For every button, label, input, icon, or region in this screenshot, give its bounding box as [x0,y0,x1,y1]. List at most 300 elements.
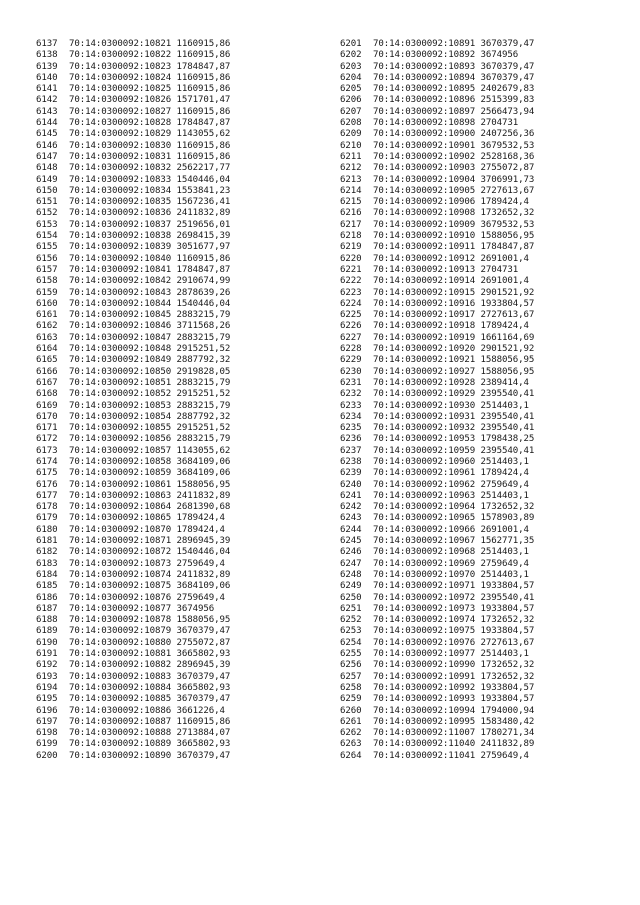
cadastral-number: 70:14:0300092:10878 [69,615,172,626]
row-number: 6208 [340,118,362,129]
table-row [36,152,230,163]
cadastral-number: 70:14:0300092:10865 [69,513,172,524]
cadastral-number: 70:14:0300092:10930 [373,400,476,411]
cadastral-number: 70:14:0300092:10891 [373,39,476,49]
table-row [340,208,534,219]
table-row [340,197,534,208]
cadastral-value: 1789424,4 [480,197,529,208]
cadastral-number: 70:14:0300092:10882 [69,660,172,671]
cadastral-number: 70:14:0300092:10833 [69,174,172,185]
cadastral-value: 2395540,41 [480,592,535,603]
row-number: 6197 [36,716,58,727]
cadastral-value: 2691001,4 [480,276,529,287]
row-number: 6211 [340,151,362,162]
table-row [340,163,534,174]
row-number: 6149 [36,174,58,185]
cadastral-number: 70:14:0300092:10839 [69,242,172,253]
cadastral-value: 2759649,4 [480,479,529,490]
table-row [340,728,534,739]
cadastral-number: 70:14:0300092:10829 [69,129,172,140]
cadastral-number: 70:14:0300092:10915 [373,287,476,298]
row-number: 6148 [36,163,58,174]
cadastral-number: 70:14:0300092:10886 [69,705,172,716]
cadastral-value: 1578903,89 [480,513,535,524]
row-number: 6222 [340,276,362,287]
row-number: 6254 [340,637,362,648]
table-row [340,626,534,637]
cadastral-number: 70:14:0300092:10896 [373,95,476,106]
row-number: 6244 [340,524,362,535]
cadastral-number: 70:14:0300092:10904 [373,174,476,185]
row-number: 6236 [340,434,362,445]
table-row [36,186,230,197]
cadastral-value: 1933804,57 [480,626,535,637]
cadastral-value: 2910674,99 [176,276,231,287]
row-number: 6257 [340,671,362,682]
table-row [36,288,230,299]
cadastral-number: 70:14:0300092:10929 [373,389,476,400]
cadastral-value: 2395540,41 [480,411,535,422]
cadastral-value: 1160915,86 [176,50,231,61]
cadastral-number: 70:14:0300092:10962 [373,479,476,490]
cadastral-value: 3684109,06 [176,468,231,479]
cadastral-number: 70:14:0300092:10890 [69,750,172,761]
table-row [340,118,534,129]
cadastral-value: 1732652,32 [480,671,535,682]
cadastral-value: 3706991,73 [480,174,535,185]
row-number: 6248 [340,569,362,580]
cadastral-value: 2704731 [480,264,519,275]
cadastral-number: 70:14:0300092:10928 [373,377,476,388]
row-number: 6258 [340,682,362,693]
row-number: 6252 [340,615,362,626]
table-row [340,367,534,378]
cadastral-number: 70:14:0300092:10927 [373,366,476,377]
cadastral-number: 70:14:0300092:10858 [69,456,172,467]
cadastral-value: 3679532,53 [480,140,535,151]
cadastral-value: 1160915,86 [176,106,231,117]
cadastral-value: 2514403,1 [480,490,529,501]
row-number: 6264 [340,750,362,761]
table-row [340,355,534,366]
row-number: 6239 [340,468,362,479]
row-number: 6224 [340,298,362,309]
row-number: 6150 [36,185,58,196]
table-row [36,570,230,581]
row-number: 6213 [340,174,362,185]
cadastral-number: 70:14:0300092:10906 [373,197,476,208]
cadastral-value: 3670379,47 [176,750,231,761]
cadastral-value: 1933804,57 [480,694,535,705]
row-number: 6174 [36,456,58,467]
cadastral-number: 70:14:0300092:10966 [373,524,476,535]
row-number: 6154 [36,231,58,242]
table-row [36,502,230,513]
cadastral-value: 1160915,86 [176,253,231,264]
row-number: 6229 [340,355,362,366]
row-number: 6227 [340,332,362,343]
row-number: 6201 [340,39,362,49]
row-number: 6192 [36,660,58,671]
row-number: 6185 [36,581,58,592]
cadastral-number: 70:14:0300092:10969 [373,558,476,569]
cadastral-value: 1160915,86 [176,151,231,162]
cadastral-number: 70:14:0300092:10874 [69,569,172,580]
cadastral-value: 1789424,4 [480,321,529,332]
cadastral-value: 2901521,92 [480,344,535,355]
row-number: 6137 [36,39,58,49]
cadastral-number: 70:14:0300092:10841 [69,264,172,275]
cadastral-number: 70:14:0300092:10875 [69,581,172,592]
cadastral-value: 3670379,47 [480,72,535,83]
cadastral-number: 70:14:0300092:10832 [69,163,172,174]
table-row [36,638,230,649]
cadastral-number: 70:14:0300092:10845 [69,310,172,321]
cadastral-number: 70:14:0300092:10921 [373,355,476,366]
table-row [36,423,230,434]
cadastral-number: 70:14:0300092:11041 [373,750,476,761]
cadastral-number: 70:14:0300092:10849 [69,355,172,366]
row-number: 6162 [36,321,58,332]
cadastral-value: 2402679,83 [480,84,535,95]
left-column [36,39,230,762]
cadastral-number: 70:14:0300092:10884 [69,682,172,693]
cadastral-value: 2727613,67 [480,637,535,648]
cadastral-value: 1732652,32 [480,208,535,219]
table-row [36,446,230,457]
table-row [36,728,230,739]
table-row [340,265,534,276]
table-row [36,389,230,400]
table-row [36,468,230,479]
row-number: 6171 [36,423,58,434]
table-row [340,39,534,50]
cadastral-value: 1732652,32 [480,660,535,671]
cadastral-value: 2514403,1 [480,649,529,660]
row-number: 6140 [36,72,58,83]
row-number: 6235 [340,423,362,434]
table-row [340,321,534,332]
cadastral-value: 2915251,52 [176,423,231,434]
cadastral-value: 1784847,87 [176,264,231,275]
row-number: 6163 [36,332,58,343]
cadastral-value: 2713884,07 [176,728,231,739]
cadastral-value: 1588056,95 [480,231,535,242]
row-number: 6221 [340,264,362,275]
cadastral-value: 2883215,79 [176,332,231,343]
cadastral-value: 3665802,93 [176,739,231,750]
cadastral-value: 2681390,68 [176,502,231,513]
cadastral-value: 1780271,34 [480,728,535,739]
cadastral-value: 1588056,95 [480,355,535,366]
table-row [36,220,230,231]
table-row [340,152,534,163]
cadastral-number: 70:14:0300092:10901 [373,140,476,151]
cadastral-number: 70:14:0300092:10994 [373,705,476,716]
row-number: 6226 [340,321,362,332]
cadastral-value: 2528168,36 [480,151,535,162]
cadastral-value: 1571701,47 [176,95,231,106]
table-row [36,197,230,208]
row-number: 6139 [36,61,58,72]
row-number: 6196 [36,705,58,716]
cadastral-number: 70:14:0300092:10959 [373,445,476,456]
cadastral-number: 70:14:0300092:10893 [373,61,476,72]
table-row [340,129,534,140]
cadastral-number: 70:14:0300092:10902 [373,151,476,162]
cadastral-number: 70:14:0300092:10992 [373,682,476,693]
cadastral-number: 70:14:0300092:10898 [373,118,476,129]
cadastral-number: 70:14:0300092:10827 [69,106,172,117]
cadastral-number: 70:14:0300092:10885 [69,694,172,705]
table-row [340,242,534,253]
table-row [340,73,534,84]
table-row [36,547,230,558]
cadastral-value: 2515399,83 [480,95,535,106]
table-row [340,107,534,118]
row-number: 6184 [36,569,58,580]
cadastral-value: 3674956 [480,50,519,61]
table-row [340,468,534,479]
table-row [340,175,534,186]
cadastral-value: 2896945,39 [176,660,231,671]
cadastral-value: 2395540,41 [480,445,535,456]
cadastral-number: 70:14:0300092:10932 [373,423,476,434]
table-row [340,706,534,717]
cadastral-value: 2878639,26 [176,287,231,298]
cadastral-value: 2395540,41 [480,423,535,434]
row-number: 6263 [340,739,362,750]
cadastral-number: 70:14:0300092:10856 [69,434,172,445]
row-number: 6161 [36,310,58,321]
cadastral-number: 70:14:0300092:10872 [69,547,172,558]
cadastral-number: 70:14:0300092:10853 [69,400,172,411]
table-row [340,751,534,762]
cadastral-number: 70:14:0300092:10836 [69,208,172,219]
row-number: 6219 [340,242,362,253]
row-number: 6209 [340,129,362,140]
cadastral-number: 70:14:0300092:10960 [373,456,476,467]
row-number: 6256 [340,660,362,671]
cadastral-number: 70:14:0300092:10909 [373,219,476,230]
cadastral-number: 70:14:0300092:10870 [69,524,172,535]
cadastral-number: 70:14:0300092:10920 [373,344,476,355]
row-number: 6181 [36,536,58,547]
table-row [340,412,534,423]
cadastral-value: 1540446,04 [176,547,231,558]
row-number: 6164 [36,344,58,355]
row-number: 6225 [340,310,362,321]
row-number: 6214 [340,185,362,196]
cadastral-number: 70:14:0300092:10905 [373,185,476,196]
table-row [340,457,534,468]
cadastral-number: 70:14:0300092:11007 [373,728,476,739]
cadastral-number: 70:14:0300092:10897 [373,106,476,117]
table-row [340,694,534,705]
row-number: 6234 [340,411,362,422]
cadastral-number: 70:14:0300092:10883 [69,671,172,682]
cadastral-number: 70:14:0300092:10854 [69,411,172,422]
row-number: 6242 [340,502,362,513]
cadastral-number: 70:14:0300092:10871 [69,536,172,547]
table-row [36,118,230,129]
cadastral-value: 3711568,26 [176,321,231,332]
cadastral-value: 1540446,04 [176,298,231,309]
row-number: 6250 [340,592,362,603]
table-row [340,220,534,231]
cadastral-value: 1143055,62 [176,445,231,456]
row-number: 6147 [36,151,58,162]
row-number: 6144 [36,118,58,129]
cadastral-number: 70:14:0300092:10838 [69,231,172,242]
cadastral-value: 3670379,47 [480,39,535,49]
table-row [340,683,534,694]
row-number: 6155 [36,242,58,253]
row-number: 6228 [340,344,362,355]
cadastral-value: 3670379,47 [176,671,231,682]
table-row [340,276,534,287]
row-number: 6145 [36,129,58,140]
table-row [340,299,534,310]
row-number: 6240 [340,479,362,490]
table-row [36,626,230,637]
table-row [36,95,230,106]
table-row [36,581,230,592]
table-row [36,412,230,423]
table-row [340,288,534,299]
row-number: 6179 [36,513,58,524]
cadastral-number: 70:14:0300092:10993 [373,694,476,705]
cadastral-value: 1789424,4 [480,468,529,479]
row-number: 6157 [36,264,58,275]
table-row [340,141,534,152]
cadastral-value: 1732652,32 [480,615,535,626]
cadastral-value: 3679532,53 [480,219,535,230]
row-number: 6183 [36,558,58,569]
cadastral-value: 1933804,57 [480,682,535,693]
cadastral-number: 70:14:0300092:10825 [69,84,172,95]
cadastral-value: 2514403,1 [480,456,529,467]
cadastral-value: 2901521,92 [480,287,535,298]
row-number: 6175 [36,468,58,479]
cadastral-number: 70:14:0300092:10887 [69,716,172,727]
table-row [36,73,230,84]
cadastral-value: 2519656,01 [176,219,231,230]
table-row [36,694,230,705]
cadastral-number: 70:14:0300092:10850 [69,366,172,377]
table-row [36,672,230,683]
row-number: 6204 [340,72,362,83]
cadastral-number: 70:14:0300092:10822 [69,50,172,61]
table-row [36,344,230,355]
cadastral-value: 2389414,4 [480,377,529,388]
cadastral-value: 2883215,79 [176,377,231,388]
row-number: 6187 [36,603,58,614]
cadastral-value: 2514403,1 [480,547,529,558]
row-number: 6194 [36,682,58,693]
table-row [36,480,230,491]
cadastral-number: 70:14:0300092:10916 [373,298,476,309]
row-number: 6159 [36,287,58,298]
row-number: 6199 [36,739,58,750]
row-number: 6232 [340,389,362,400]
table-row [36,604,230,615]
cadastral-number: 70:14:0300092:10975 [373,626,476,637]
row-number: 6243 [340,513,362,524]
table-row [340,660,534,671]
table-row [340,604,534,615]
row-number: 6215 [340,197,362,208]
table-row [36,457,230,468]
table-row [36,265,230,276]
row-number: 6158 [36,276,58,287]
table-row [340,480,534,491]
cadastral-number: 70:14:0300092:10834 [69,185,172,196]
cadastral-value: 2915251,52 [176,389,231,400]
row-number: 6260 [340,705,362,716]
row-number: 6151 [36,197,58,208]
cadastral-value: 1540446,04 [176,174,231,185]
cadastral-number: 70:14:0300092:10910 [373,231,476,242]
cadastral-value: 1588056,95 [176,615,231,626]
table-row [36,321,230,332]
cadastral-number: 70:14:0300092:10847 [69,332,172,343]
table-row [36,50,230,61]
table-row [340,536,534,547]
cadastral-value: 1583480,42 [480,716,535,727]
cadastral-value: 2704731 [480,118,519,129]
cadastral-value: 1933804,57 [480,581,535,592]
cadastral-number: 70:14:0300092:10967 [373,536,476,547]
cadastral-number: 70:14:0300092:10848 [69,344,172,355]
cadastral-number: 70:14:0300092:10859 [69,468,172,479]
cadastral-number: 70:14:0300092:10830 [69,140,172,151]
cadastral-number: 70:14:0300092:10844 [69,298,172,309]
cadastral-value: 2691001,4 [480,253,529,264]
table-row [340,739,534,750]
table-row [340,231,534,242]
table-row [36,129,230,140]
cadastral-number: 70:14:0300092:10931 [373,411,476,422]
table-row [340,593,534,604]
cadastral-number: 70:14:0300092:10963 [373,490,476,501]
cadastral-number: 70:14:0300092:10971 [373,581,476,592]
cadastral-number: 70:14:0300092:10843 [69,287,172,298]
cadastral-number: 70:14:0300092:10889 [69,739,172,750]
row-number: 6138 [36,50,58,61]
table-row [36,706,230,717]
table-row [340,446,534,457]
table-row [36,378,230,389]
cadastral-number: 70:14:0300092:10953 [373,434,476,445]
cadastral-number: 70:14:0300092:10977 [373,649,476,660]
row-number: 6233 [340,400,362,411]
table-row [36,525,230,536]
row-number: 6177 [36,490,58,501]
table-row [36,536,230,547]
cadastral-number: 70:14:0300092:10913 [373,264,476,275]
cadastral-value: 1789424,4 [176,513,225,524]
row-number: 6170 [36,411,58,422]
cadastral-value: 2887792,32 [176,411,231,422]
cadastral-number: 70:14:0300092:10823 [69,61,172,72]
table-row [340,95,534,106]
table-row [36,491,230,502]
row-number: 6172 [36,434,58,445]
cadastral-number: 70:14:0300092:10881 [69,649,172,660]
row-number: 6142 [36,95,58,106]
cadastral-value: 2759649,4 [176,592,225,603]
